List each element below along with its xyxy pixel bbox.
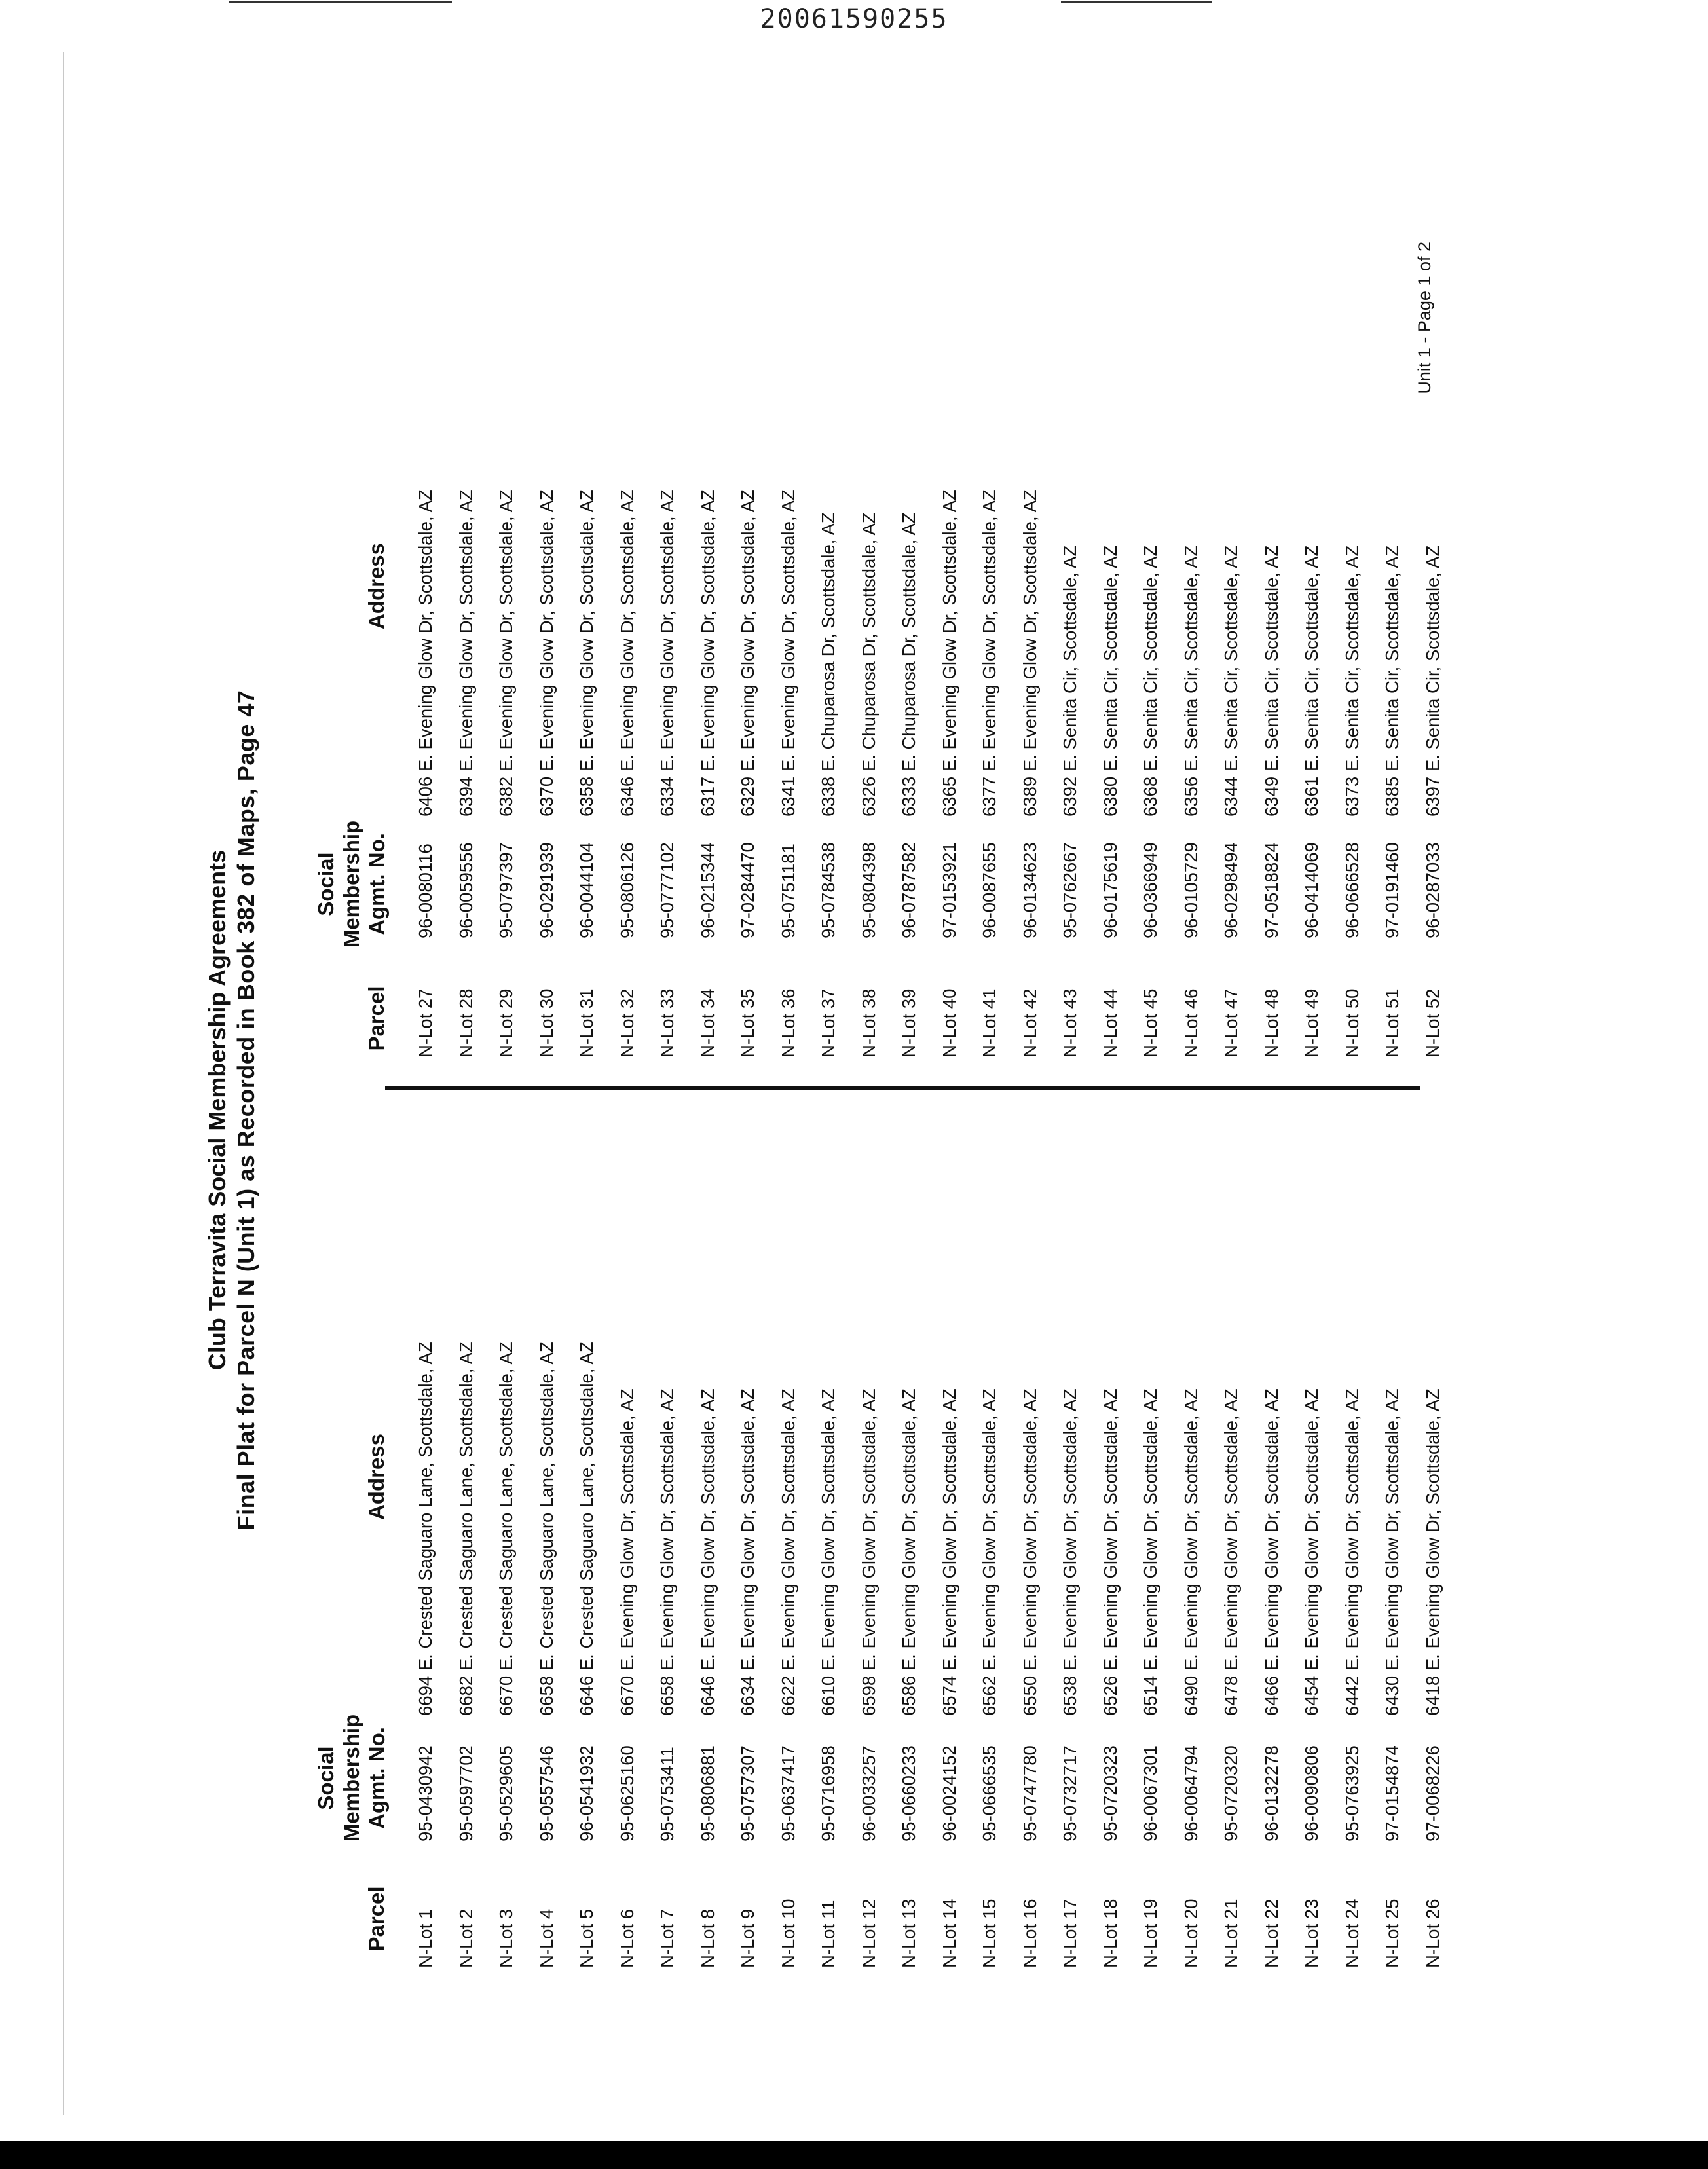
left-row-parcel: N-Lot 11 [818, 1900, 838, 1968]
right-row-parcel: N-Lot 44 [1100, 988, 1121, 1058]
right-row-address: 6377 E. Evening Glow Dr, Scottsdale, AZ [979, 489, 999, 817]
right-row-parcel: N-Lot 37 [818, 988, 838, 1058]
left-row-parcel: N-Lot 15 [979, 1899, 999, 1968]
left-row-agmt: 95-0625160 [616, 1745, 637, 1842]
left-row-address: 6634 E. Evening Glow Dr, Scottsdale, AZ [737, 1388, 758, 1716]
right-row-agmt: 96-0287033 [1422, 842, 1443, 938]
left-row-parcel: N-Lot 4 [536, 1908, 557, 1968]
right-row-agmt: 96-0787582 [899, 842, 919, 938]
right-row-address: 6368 E. Senita Cir, Scottsdale, AZ [1140, 545, 1160, 817]
left-row-parcel: N-Lot 24 [1341, 1899, 1362, 1968]
left-row-parcel: N-Lot 8 [697, 1908, 718, 1968]
left-row-agmt: 95-0637417 [777, 1745, 798, 1842]
right-row-parcel: N-Lot 28 [455, 988, 476, 1058]
left-row-agmt: 95-0720323 [1100, 1745, 1121, 1842]
right-row-parcel: N-Lot 34 [697, 988, 718, 1058]
left-row-address: 6442 E. Evening Glow Dr, Scottsdale, AZ [1341, 1388, 1362, 1716]
left-row-parcel: N-Lot 22 [1261, 1899, 1282, 1968]
scan-margin-line [63, 52, 64, 2115]
right-row-agmt: 96-0215344 [697, 842, 718, 938]
column-divider [385, 1086, 1420, 1090]
left-row-agmt: 96-0090806 [1301, 1745, 1322, 1842]
right-row-parcel: N-Lot 50 [1341, 988, 1362, 1058]
scan-artifact-line-right [1061, 1, 1212, 3]
right-row-parcel: N-Lot 36 [777, 988, 798, 1058]
header-line: Membership [339, 1714, 363, 1842]
left-row-agmt: 96-0541932 [576, 1745, 597, 1842]
right-row-agmt: 97-0191460 [1382, 842, 1402, 938]
left-row-address: 6658 E. Crested Saguaro Lane, Scottsdale, AZ [536, 1341, 557, 1716]
left-row-parcel: N-Lot 1 [415, 1908, 436, 1968]
left-row-agmt: 95-0747780 [1019, 1745, 1040, 1842]
right-row-agmt: 95-0797397 [496, 842, 516, 938]
left-row-parcel: N-Lot 13 [899, 1899, 919, 1968]
left-row-address: 6646 E. Crested Saguaro Lane, Scottsdale, AZ [576, 1341, 597, 1716]
left-row-address: 6478 E. Evening Glow Dr, Scottsdale, AZ [1221, 1388, 1241, 1716]
document-number: 20061590255 [760, 4, 948, 34]
right-row-address: 6373 E. Senita Cir, Scottsdale, AZ [1341, 545, 1362, 817]
header-line: Membership [339, 820, 363, 948]
scan-artifact-line-left [229, 1, 452, 3]
left-row-agmt: 95-0666535 [979, 1745, 999, 1842]
left-row-address: 6682 E. Crested Saguaro Lane, Scottsdale, AZ [455, 1341, 476, 1716]
left-row-agmt: 95-0763925 [1341, 1745, 1362, 1842]
right-row-parcel: N-Lot 38 [858, 988, 879, 1058]
left-row-address: 6550 E. Evening Glow Dr, Scottsdale, AZ [1019, 1388, 1040, 1716]
left-row-agmt: 95-0720320 [1221, 1745, 1241, 1842]
left-row-parcel: N-Lot 17 [1060, 1899, 1080, 1968]
right-row-agmt: 96-0414069 [1301, 842, 1322, 938]
right-row-parcel: N-Lot 41 [979, 988, 999, 1058]
right-row-address: 6389 E. Evening Glow Dr, Scottsdale, AZ [1019, 489, 1040, 817]
left-row-parcel: N-Lot 18 [1100, 1899, 1121, 1968]
left-row-agmt: 95-0430942 [415, 1745, 436, 1842]
left-row-agmt: 97-0154874 [1382, 1745, 1402, 1842]
left-row-parcel: N-Lot 25 [1382, 1899, 1402, 1968]
right-row-address: 6365 E. Evening Glow Dr, Scottsdale, AZ [938, 489, 959, 817]
right-row-parcel: N-Lot 49 [1301, 988, 1322, 1058]
right-row-address: 6397 E. Senita Cir, Scottsdale, AZ [1422, 545, 1443, 817]
left-header-social-membership [313, 1699, 390, 1857]
left-row-address: 6610 E. Evening Glow Dr, Scottsdale, AZ [818, 1388, 838, 1716]
left-row-address: 6670 E. Crested Saguaro Lane, Scottsdale, AZ [496, 1341, 516, 1716]
right-row-agmt: 95-0784538 [818, 842, 838, 938]
right-row-agmt: 96-0059556 [455, 842, 476, 938]
right-row-agmt: 95-0777102 [657, 842, 677, 938]
right-row-agmt: 96-0044104 [576, 842, 597, 938]
right-header-social-membership [313, 806, 390, 963]
right-row-parcel: N-Lot 39 [899, 988, 919, 1058]
left-row-parcel: N-Lot 12 [858, 1899, 879, 1968]
right-row-agmt: 96-0080116 [415, 844, 436, 938]
left-row-agmt: 96-0033257 [858, 1745, 879, 1842]
right-row-address: 6370 E. Evening Glow Dr, Scottsdale, AZ [536, 489, 557, 817]
right-row-agmt: 96-0291939 [536, 842, 557, 938]
right-header-parcel: Parcel [364, 986, 388, 1051]
left-row-agmt: 95-0557546 [536, 1745, 557, 1842]
left-row-address: 6694 E. Crested Saguaro Lane, Scottsdale, AZ [415, 1341, 436, 1716]
right-row-address: 6392 E. Senita Cir, Scottsdale, AZ [1060, 545, 1080, 817]
rotated-document-page [203, 226, 1447, 1994]
left-row-agmt: 95-0597702 [455, 1745, 476, 1842]
right-row-agmt: 96-0298494 [1221, 842, 1241, 938]
left-row-agmt: 95-0753411 [657, 1747, 677, 1842]
left-row-address: 6562 E. Evening Glow Dr, Scottsdale, AZ [979, 1388, 999, 1716]
left-row-parcel: N-Lot 2 [455, 1908, 476, 1968]
right-row-agmt: 95-0762667 [1060, 842, 1080, 938]
right-row-address: 6394 E. Evening Glow Dr, Scottsdale, AZ [455, 489, 476, 817]
right-row-address: 6344 E. Senita Cir, Scottsdale, AZ [1221, 545, 1241, 817]
header-line: Social [314, 1746, 338, 1810]
right-row-address: 6333 E. Chuparosa Dr, Scottsdale, AZ [899, 512, 919, 817]
scan-bottom-border [0, 2141, 1708, 2169]
right-row-address: 6361 E. Senita Cir, Scottsdale, AZ [1301, 545, 1322, 817]
right-row-address: 6338 E. Chuparosa Dr, Scottsdale, AZ [818, 512, 838, 817]
document-title: Club Terravita Social Membership Agreements [204, 849, 231, 1371]
right-row-agmt: 97-0518824 [1261, 842, 1282, 938]
left-row-address: 6646 E. Evening Glow Dr, Scottsdale, AZ [697, 1388, 718, 1716]
left-row-parcel: N-Lot 7 [657, 1908, 677, 1968]
right-row-address: 6406 E. Evening Glow Dr, Scottsdale, AZ [415, 489, 436, 817]
left-row-agmt: 95-0716958 [818, 1745, 838, 1842]
right-row-address: 6326 E. Chuparosa Dr, Scottsdale, AZ [858, 512, 879, 817]
left-row-address: 6574 E. Evening Glow Dr, Scottsdale, AZ [938, 1388, 959, 1716]
left-row-parcel: N-Lot 21 [1221, 1899, 1241, 1968]
right-row-address: 6346 E. Evening Glow Dr, Scottsdale, AZ [616, 489, 637, 817]
right-row-agmt: 96-0366949 [1140, 842, 1160, 938]
left-row-address: 6418 E. Evening Glow Dr, Scottsdale, AZ [1422, 1388, 1443, 1716]
right-row-address: 6334 E. Evening Glow Dr, Scottsdale, AZ [657, 489, 677, 817]
header-line: Agmt. No. [365, 833, 389, 935]
right-row-agmt: 95-0806126 [616, 842, 637, 938]
left-row-agmt: 96-0132278 [1261, 1745, 1282, 1842]
right-row-agmt: 95-0751181 [777, 844, 798, 938]
right-row-parcel: N-Lot 51 [1382, 988, 1402, 1058]
right-row-parcel: N-Lot 46 [1180, 988, 1201, 1058]
left-row-address: 6586 E. Evening Glow Dr, Scottsdale, AZ [899, 1388, 919, 1716]
right-row-parcel: N-Lot 40 [938, 988, 959, 1058]
left-row-parcel: N-Lot 5 [576, 1908, 597, 1968]
left-row-address: 6514 E. Evening Glow Dr, Scottsdale, AZ [1140, 1388, 1160, 1716]
right-row-address: 6317 E. Evening Glow Dr, Scottsdale, AZ [697, 489, 718, 817]
right-row-address: 6329 E. Evening Glow Dr, Scottsdale, AZ [737, 489, 758, 817]
title-block [203, 226, 261, 1994]
right-row-parcel: N-Lot 35 [737, 988, 758, 1058]
left-row-parcel: N-Lot 14 [938, 1899, 959, 1968]
right-row-parcel: N-Lot 27 [415, 988, 436, 1058]
left-row-agmt: 95-0732717 [1060, 1745, 1080, 1842]
right-row-parcel: N-Lot 48 [1261, 988, 1282, 1058]
left-row-address: 6622 E. Evening Glow Dr, Scottsdale, AZ [777, 1388, 798, 1716]
right-row-parcel: N-Lot 30 [536, 988, 557, 1058]
right-row-address: 6380 E. Senita Cir, Scottsdale, AZ [1100, 545, 1121, 817]
document-subtitle: Final Plat for Parcel N (Unit 1) as Recorded in Book 382 of Maps, Page 47 [232, 690, 259, 1530]
left-header-address: Address [364, 1433, 388, 1521]
right-row-address: 6358 E. Evening Glow Dr, Scottsdale, AZ [576, 489, 597, 817]
left-row-parcel: N-Lot 3 [496, 1908, 516, 1968]
left-row-agmt: 96-0064794 [1180, 1745, 1201, 1842]
left-row-parcel: N-Lot 23 [1301, 1899, 1322, 1968]
left-row-agmt: 95-0660233 [899, 1745, 919, 1842]
right-row-address: 6382 E. Evening Glow Dr, Scottsdale, AZ [496, 489, 516, 817]
right-row-agmt: 96-0105729 [1180, 842, 1201, 938]
left-row-parcel: N-Lot 19 [1140, 1899, 1160, 1968]
right-row-parcel: N-Lot 32 [616, 988, 637, 1058]
page-footer: Unit 1 - Page 1 of 2 [1415, 242, 1434, 394]
left-row-address: 6670 E. Evening Glow Dr, Scottsdale, AZ [616, 1388, 637, 1716]
left-row-address: 6538 E. Evening Glow Dr, Scottsdale, AZ [1060, 1388, 1080, 1716]
header-line: Social [314, 852, 338, 916]
right-row-agmt: 97-0153921 [938, 842, 959, 938]
right-row-parcel: N-Lot 45 [1140, 988, 1160, 1058]
left-row-address: 6490 E. Evening Glow Dr, Scottsdale, AZ [1180, 1388, 1201, 1716]
left-row-agmt: 96-0067301 [1140, 1745, 1160, 1842]
right-row-parcel: N-Lot 43 [1060, 988, 1080, 1058]
right-row-address: 6349 E. Senita Cir, Scottsdale, AZ [1261, 545, 1282, 817]
right-row-address: 6356 E. Senita Cir, Scottsdale, AZ [1180, 545, 1201, 817]
left-header-parcel: Parcel [364, 1886, 388, 1952]
left-row-address: 6526 E. Evening Glow Dr, Scottsdale, AZ [1100, 1388, 1121, 1716]
right-row-parcel: N-Lot 42 [1019, 988, 1040, 1058]
left-row-agmt: 95-0806881 [697, 1745, 718, 1842]
left-row-agmt: 95-0529605 [496, 1745, 516, 1842]
right-row-agmt: 97-0284470 [737, 842, 758, 938]
right-row-agmt: 96-0134623 [1019, 842, 1040, 938]
left-row-parcel: N-Lot 10 [777, 1899, 798, 1968]
right-row-parcel: N-Lot 52 [1422, 988, 1443, 1058]
right-row-address: 6341 E. Evening Glow Dr, Scottsdale, AZ [777, 489, 798, 817]
left-row-parcel: N-Lot 9 [737, 1908, 758, 1968]
left-row-agmt: 95-0757307 [737, 1745, 758, 1842]
right-row-agmt: 96-0666528 [1341, 842, 1362, 938]
left-row-agmt: 96-0024152 [938, 1745, 959, 1842]
left-row-address: 6454 E. Evening Glow Dr, Scottsdale, AZ [1301, 1388, 1322, 1716]
left-row-address: 6598 E. Evening Glow Dr, Scottsdale, AZ [858, 1388, 879, 1716]
right-row-parcel: N-Lot 29 [496, 988, 516, 1058]
right-header-address: Address [364, 542, 388, 630]
left-row-parcel: N-Lot 26 [1422, 1899, 1443, 1968]
left-row-agmt: 97-0068226 [1422, 1745, 1443, 1842]
left-row-address: 6430 E. Evening Glow Dr, Scottsdale, AZ [1382, 1388, 1402, 1716]
left-row-parcel: N-Lot 6 [616, 1908, 637, 1968]
left-row-parcel: N-Lot 20 [1180, 1899, 1201, 1968]
header-line: Agmt. No. [365, 1727, 389, 1829]
right-row-agmt: 95-0804398 [858, 842, 879, 938]
right-row-parcel: N-Lot 33 [657, 988, 677, 1058]
left-row-address: 6658 E. Evening Glow Dr, Scottsdale, AZ [657, 1388, 677, 1716]
left-row-address: 6466 E. Evening Glow Dr, Scottsdale, AZ [1261, 1388, 1282, 1716]
right-row-parcel: N-Lot 31 [576, 988, 597, 1058]
right-row-parcel: N-Lot 47 [1221, 988, 1241, 1058]
left-row-parcel: N-Lot 16 [1019, 1899, 1040, 1968]
right-row-agmt: 96-0087655 [979, 842, 999, 938]
right-row-agmt: 96-0175619 [1100, 842, 1121, 938]
right-row-address: 6385 E. Senita Cir, Scottsdale, AZ [1382, 545, 1402, 817]
